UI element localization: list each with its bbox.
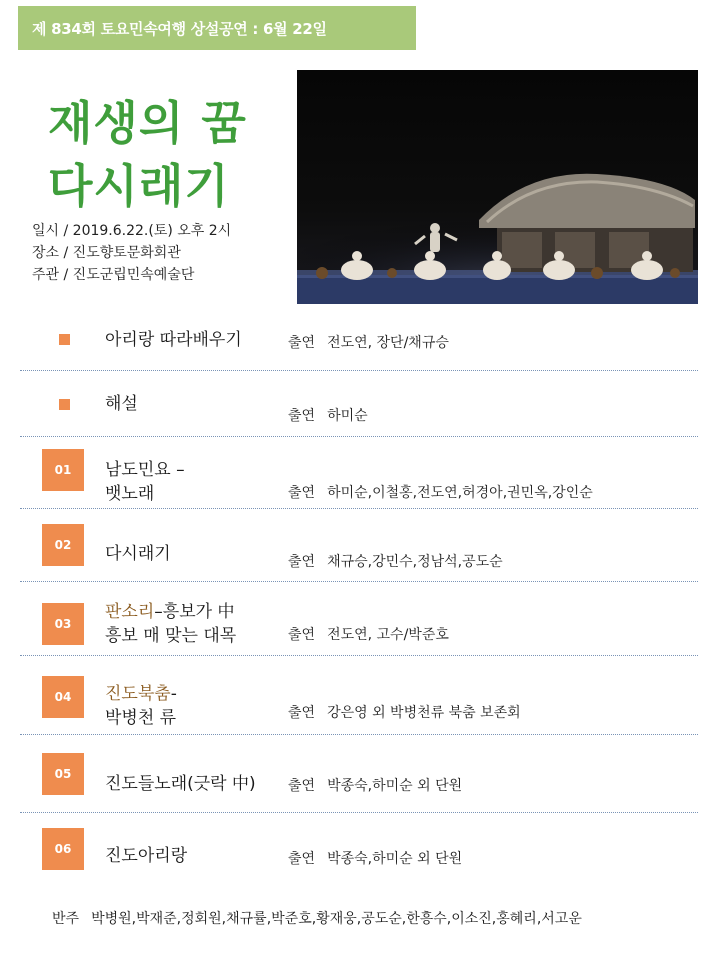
header-text: 제 834회 토요민속여행 상설공연 : 6월 22일 xyxy=(32,19,327,38)
program-performers xyxy=(288,482,593,502)
program-number-badge: 05 xyxy=(42,753,84,795)
program-title xyxy=(105,458,185,506)
perf-names: 하미순 xyxy=(327,408,368,424)
program-title-rest: - xyxy=(170,684,177,704)
accompaniment-credits xyxy=(52,908,582,928)
program-title-rest: –흥보가 中 xyxy=(154,602,235,622)
program-number-badge: 02 xyxy=(42,524,84,566)
info-host: 주관 / 진도군립민속예술단 xyxy=(32,267,195,283)
row-divider xyxy=(20,655,698,656)
program-title xyxy=(105,844,187,868)
perf-names: 전도연, 장단/채규승 xyxy=(327,335,449,351)
program-performers xyxy=(288,405,368,425)
program-title-line: 진도들노래(긋락 中) xyxy=(105,774,256,794)
perf-label: 출연 xyxy=(288,485,316,501)
row-divider xyxy=(20,812,698,813)
footer-label: 반주 xyxy=(52,911,80,927)
row-divider xyxy=(20,370,698,371)
info-venue: 장소 / 진도향토문화회관 xyxy=(32,245,181,261)
program-performers xyxy=(288,551,503,571)
program-performers xyxy=(288,848,462,868)
perf-names: 하미순,이철홍,전도연,허경아,권민옥,강인순 xyxy=(327,485,593,501)
perf-label: 출연 xyxy=(288,778,316,794)
title-line-2: 다시래기 xyxy=(48,159,230,213)
perf-label: 출연 xyxy=(288,408,316,424)
program-number-badge: 03 xyxy=(42,603,84,645)
program-title xyxy=(105,682,177,730)
program-performers xyxy=(288,775,462,795)
title-line-1: 재생의 꿈 xyxy=(48,96,247,150)
program-title xyxy=(105,328,242,352)
program-title-line: 해설 xyxy=(105,394,138,414)
perf-label: 출연 xyxy=(288,627,316,643)
program-title-prefix: 진도북춤 xyxy=(105,684,171,704)
program-title-line: 진도아리랑 xyxy=(105,846,188,866)
perf-names: 전도연, 고수/박준호 xyxy=(327,627,449,643)
program-number-badge: 04 xyxy=(42,676,84,718)
row-divider xyxy=(20,508,698,509)
info-date: 일시 / 2019.6.22.(토) 오후 2시 xyxy=(32,223,232,239)
perf-label: 출연 xyxy=(288,705,316,721)
bullet-marker xyxy=(59,399,70,410)
program-title-line: 뱃노래 xyxy=(105,484,155,504)
program-title-line: 아리랑 따라배우기 xyxy=(105,330,242,350)
program-performers xyxy=(288,624,449,644)
program-number-badge: 01 xyxy=(42,449,84,491)
perf-names: 박종숙,하미순 외 단원 xyxy=(327,851,463,867)
program-title-prefix: 판소리 xyxy=(105,602,155,622)
perf-label: 출연 xyxy=(288,851,316,867)
program-title xyxy=(105,392,138,416)
perf-names: 박종숙,하미순 외 단원 xyxy=(327,778,463,794)
perf-names: 채규승,강민수,정남석,공도순 xyxy=(327,554,503,570)
performance-photo xyxy=(297,70,698,304)
header-banner xyxy=(18,6,416,50)
bullet-marker xyxy=(59,334,70,345)
program-performers xyxy=(288,332,449,352)
perf-label: 출연 xyxy=(288,554,316,570)
perf-names: 강은영 외 박병천류 북춤 보존회 xyxy=(327,705,521,721)
program-title-line: 다시래기 xyxy=(105,544,171,564)
footer-names: 박병원,박재준,정회원,채규률,박준호,황재웅,공도순,한흥수,이소진,홍혜리,서고운 xyxy=(91,911,582,927)
row-divider xyxy=(20,436,698,437)
program-title xyxy=(105,600,236,648)
program-title xyxy=(105,542,171,566)
program-title-line: 남도민요 – xyxy=(105,460,185,480)
program-title-line: 흥보 매 맞는 대목 xyxy=(105,626,237,646)
program-title xyxy=(105,772,256,796)
program-number-badge: 06 xyxy=(42,828,84,870)
row-divider xyxy=(20,734,698,735)
program-title-line: 박병천 류 xyxy=(105,708,177,728)
row-divider xyxy=(20,581,698,582)
program-performers xyxy=(288,702,521,722)
perf-label: 출연 xyxy=(288,335,316,351)
